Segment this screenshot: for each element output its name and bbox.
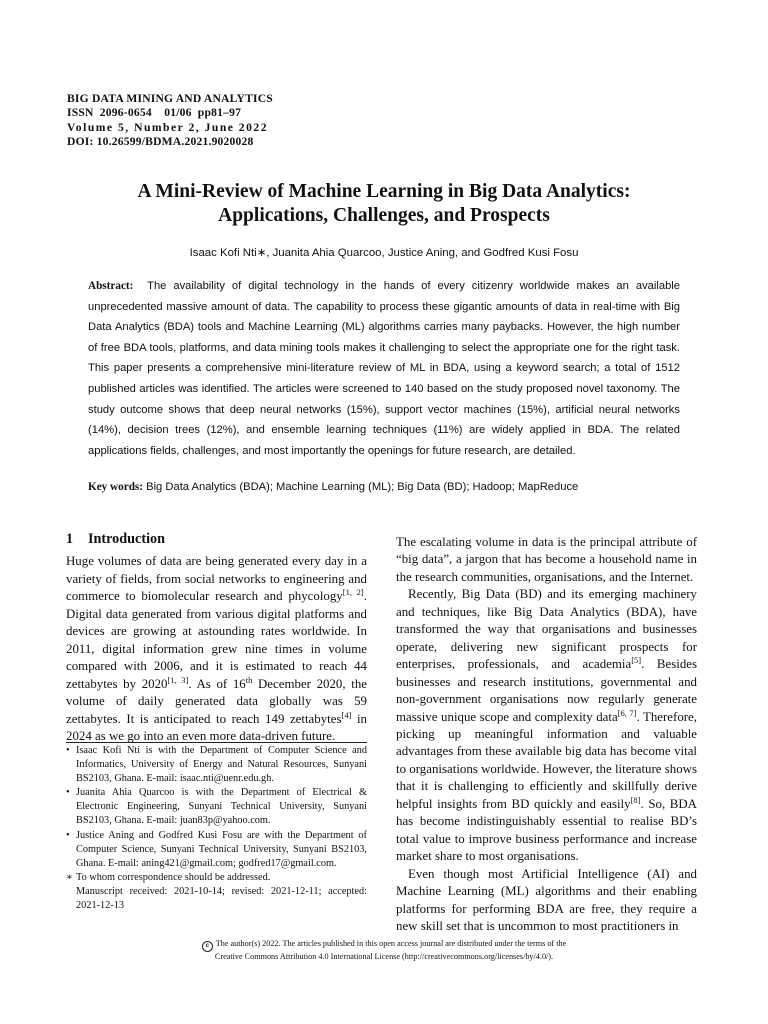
citation[interactable]: [6, 7] bbox=[617, 707, 637, 718]
footnote-rule bbox=[66, 742, 367, 743]
ordinal-suffix: th bbox=[245, 674, 253, 685]
bullet-icon: • bbox=[66, 829, 70, 841]
section-number: 1 bbox=[66, 531, 74, 547]
bullet-icon: • bbox=[66, 745, 70, 756]
license-footer bbox=[60, 939, 708, 963]
title-line-1: A Mini-Review of Machine Learning in Big Data Analytics: bbox=[137, 181, 631, 202]
license-line-2[interactable]: Creative Commons Attribution 4.0 International License (http://creativecommons.org/licenses/by/4.0/). bbox=[214, 952, 554, 961]
volume-line: Volume 5, Number 2, June 2022 bbox=[67, 120, 268, 134]
text-run: Huge volumes of data are being generated every day in a variety of fields, from social networks to engineering and commerce to biomolecular research and phycology bbox=[66, 554, 367, 604]
intro-paragraph-3 bbox=[396, 586, 697, 865]
journal-name: BIG DATA MINING AND ANALYTICS bbox=[67, 92, 273, 105]
left-column bbox=[66, 531, 367, 745]
paper-title bbox=[60, 180, 708, 228]
doi-line: DOI: 10.26599/BDMA.2021.9020028 bbox=[67, 134, 254, 148]
text-run: . Besides businesses and research institutions, governmental and non-government organisations now regularly generate massive unique scope and complexity data bbox=[396, 657, 698, 724]
footnote-text: Juanita Ahia Quarcoo is with the Department of Electrical & Electronic Engineering, Sunyani Technical University, Sunyani BS2103, Ghana. E-mail: juan83p@yahoo.com. bbox=[76, 787, 367, 827]
intro-paragraph-2: The escalating volume in data is the principal attribute of “big data”, a jargon that has become a household name in the research communities, organisations, and the Internet. bbox=[396, 535, 697, 584]
section-title: Introduction bbox=[88, 531, 165, 547]
text-run: . Digital data generated from various digital platforms and devices are growing at astounding rates worldwide. In 2011, digital information grew nine times in volume compared with 2006, and it is estimated to reach 44 zettabytes by 2020 bbox=[66, 589, 367, 691]
citation[interactable]: [8] bbox=[630, 794, 641, 805]
citation[interactable]: [5] bbox=[631, 655, 642, 666]
spacer bbox=[66, 885, 76, 913]
text-run: . So, BDA has become indistinguishably essential to realise BD’s total value to improve business performance and increase market share to most organisations. bbox=[396, 796, 697, 864]
text-run: December 2020, the volume of daily generated data globally was 59 zettabytes. It is anticipated to reach 149 zettabytes bbox=[66, 676, 367, 726]
title-line-2: Applications, Challenges, and Prospects bbox=[218, 205, 550, 226]
bullet-icon: • bbox=[66, 787, 70, 799]
keywords bbox=[88, 481, 688, 493]
citation[interactable]: [4] bbox=[341, 709, 352, 720]
text-run: in 2024 as we go into an even more data-driven future. bbox=[66, 711, 367, 743]
keywords-text: Big Data Analytics (BDA); Machine Learning (ML); Big Data (BD); Hadoop; MapReduce bbox=[146, 481, 579, 493]
asterisk-icon: ∗ bbox=[66, 871, 73, 883]
intro-paragraph-1 bbox=[66, 553, 367, 745]
abstract bbox=[88, 276, 680, 461]
footnote-author-1 bbox=[66, 744, 367, 786]
text-run: Recently, Big Data (BD) and its emerging machinery and techniques, like Big Data Analytics (BDA), have transformed the way that organisations and businesses operate, delivering new significant prospects for enterprises, professionals, and academia bbox=[396, 587, 697, 672]
abstract-label: Abstract: bbox=[88, 280, 134, 292]
right-column bbox=[396, 534, 697, 935]
text-run: . Therefore, picking up meaningful information and valuable advantages from these available big data has become vital to organisations worldwide. However, the literature shows that it is challenging to efficiently and skillfully derive helpful insights from BD quickly and easily bbox=[396, 709, 698, 811]
footnote-author-2 bbox=[66, 786, 367, 828]
footnote-text: Isaac Kofi Nti is with the Department of Computer Science and Informatics, University of Energy and Natural Resources, Sunyani BS2103, Ghana. E-mail: isaac.nti@uenr.edu.gh. bbox=[76, 745, 367, 785]
citation[interactable]: [1, 2] bbox=[342, 587, 364, 598]
footnote-text: Manuscript received: 2021-10-14; revised: 2021-12-11; accepted: 2021-12-13 bbox=[76, 885, 367, 912]
section-heading bbox=[66, 531, 367, 548]
abstract-text: The availability of digital technology in the hands of every citizenry worldwide makes an available unprecedented massive amount of data. The capability to process these gigantic amounts of data in real-time with Big Data Analytics (BDA) tools and Machine Learning (ML) algorithms carries many paybacks. However, the high number of free BDA tools, platforms, and data mining tools makes it challenging to select the appropriate one for the right task. This paper presents a comprehensive mini-literature review of ML in BDA, using a keyword search; a total of 1512 published articles was identified. The articles were screened to 140 based on the study proposed novel taxonomy. The study outcome shows that deep neural networks (15%), support vector machines (15%), artificial neural networks (14%), decision trees (12%), and ensemble learning techniques (11%) are widely applied in BDA. The related applications fields, challenges, and most importantly the openings for future research, are detailed. bbox=[88, 280, 681, 457]
intro-paragraph-4: Even though most Artificial Intelligence (AI) and Machine Learning (ML) algorithms and their enabling platforms for performing BDA are free, they require a new skill set that is uncommon to most practitioners in bbox=[396, 866, 697, 933]
footnote-manuscript-dates bbox=[66, 885, 367, 913]
text-run: . As of 16 bbox=[188, 676, 246, 691]
journal-header bbox=[67, 92, 273, 149]
issn-line: ISSN 2096-0654 01/06 pp81–97 bbox=[67, 106, 242, 120]
citation[interactable]: [1, 3] bbox=[167, 674, 189, 685]
footnotes bbox=[66, 744, 367, 913]
license-line-1: The author(s) 2022. The articles published in this open access journal are distributed under the terms of the bbox=[215, 939, 567, 948]
footnote-correspondence bbox=[66, 871, 367, 885]
footnote-text: Justice Aning and Godfred Kusi Fosu are with the Department of Computer Science, Sunyani Technical University, Sunyani BS2103, Ghana. E-mail: aning421@gmail.com; godfred17@gmail.com. bbox=[76, 829, 367, 869]
footnote-author-3 bbox=[66, 829, 367, 871]
footnote-text: To whom correspondence should be addressed. bbox=[76, 871, 271, 883]
copyright-icon: c bbox=[202, 941, 213, 952]
keywords-label: Key words: bbox=[88, 481, 143, 493]
author-list: Isaac Kofi Nti∗, Juanita Ahia Quarcoo, Justice Aning, and Godfred Kusi Fosu bbox=[189, 247, 579, 259]
